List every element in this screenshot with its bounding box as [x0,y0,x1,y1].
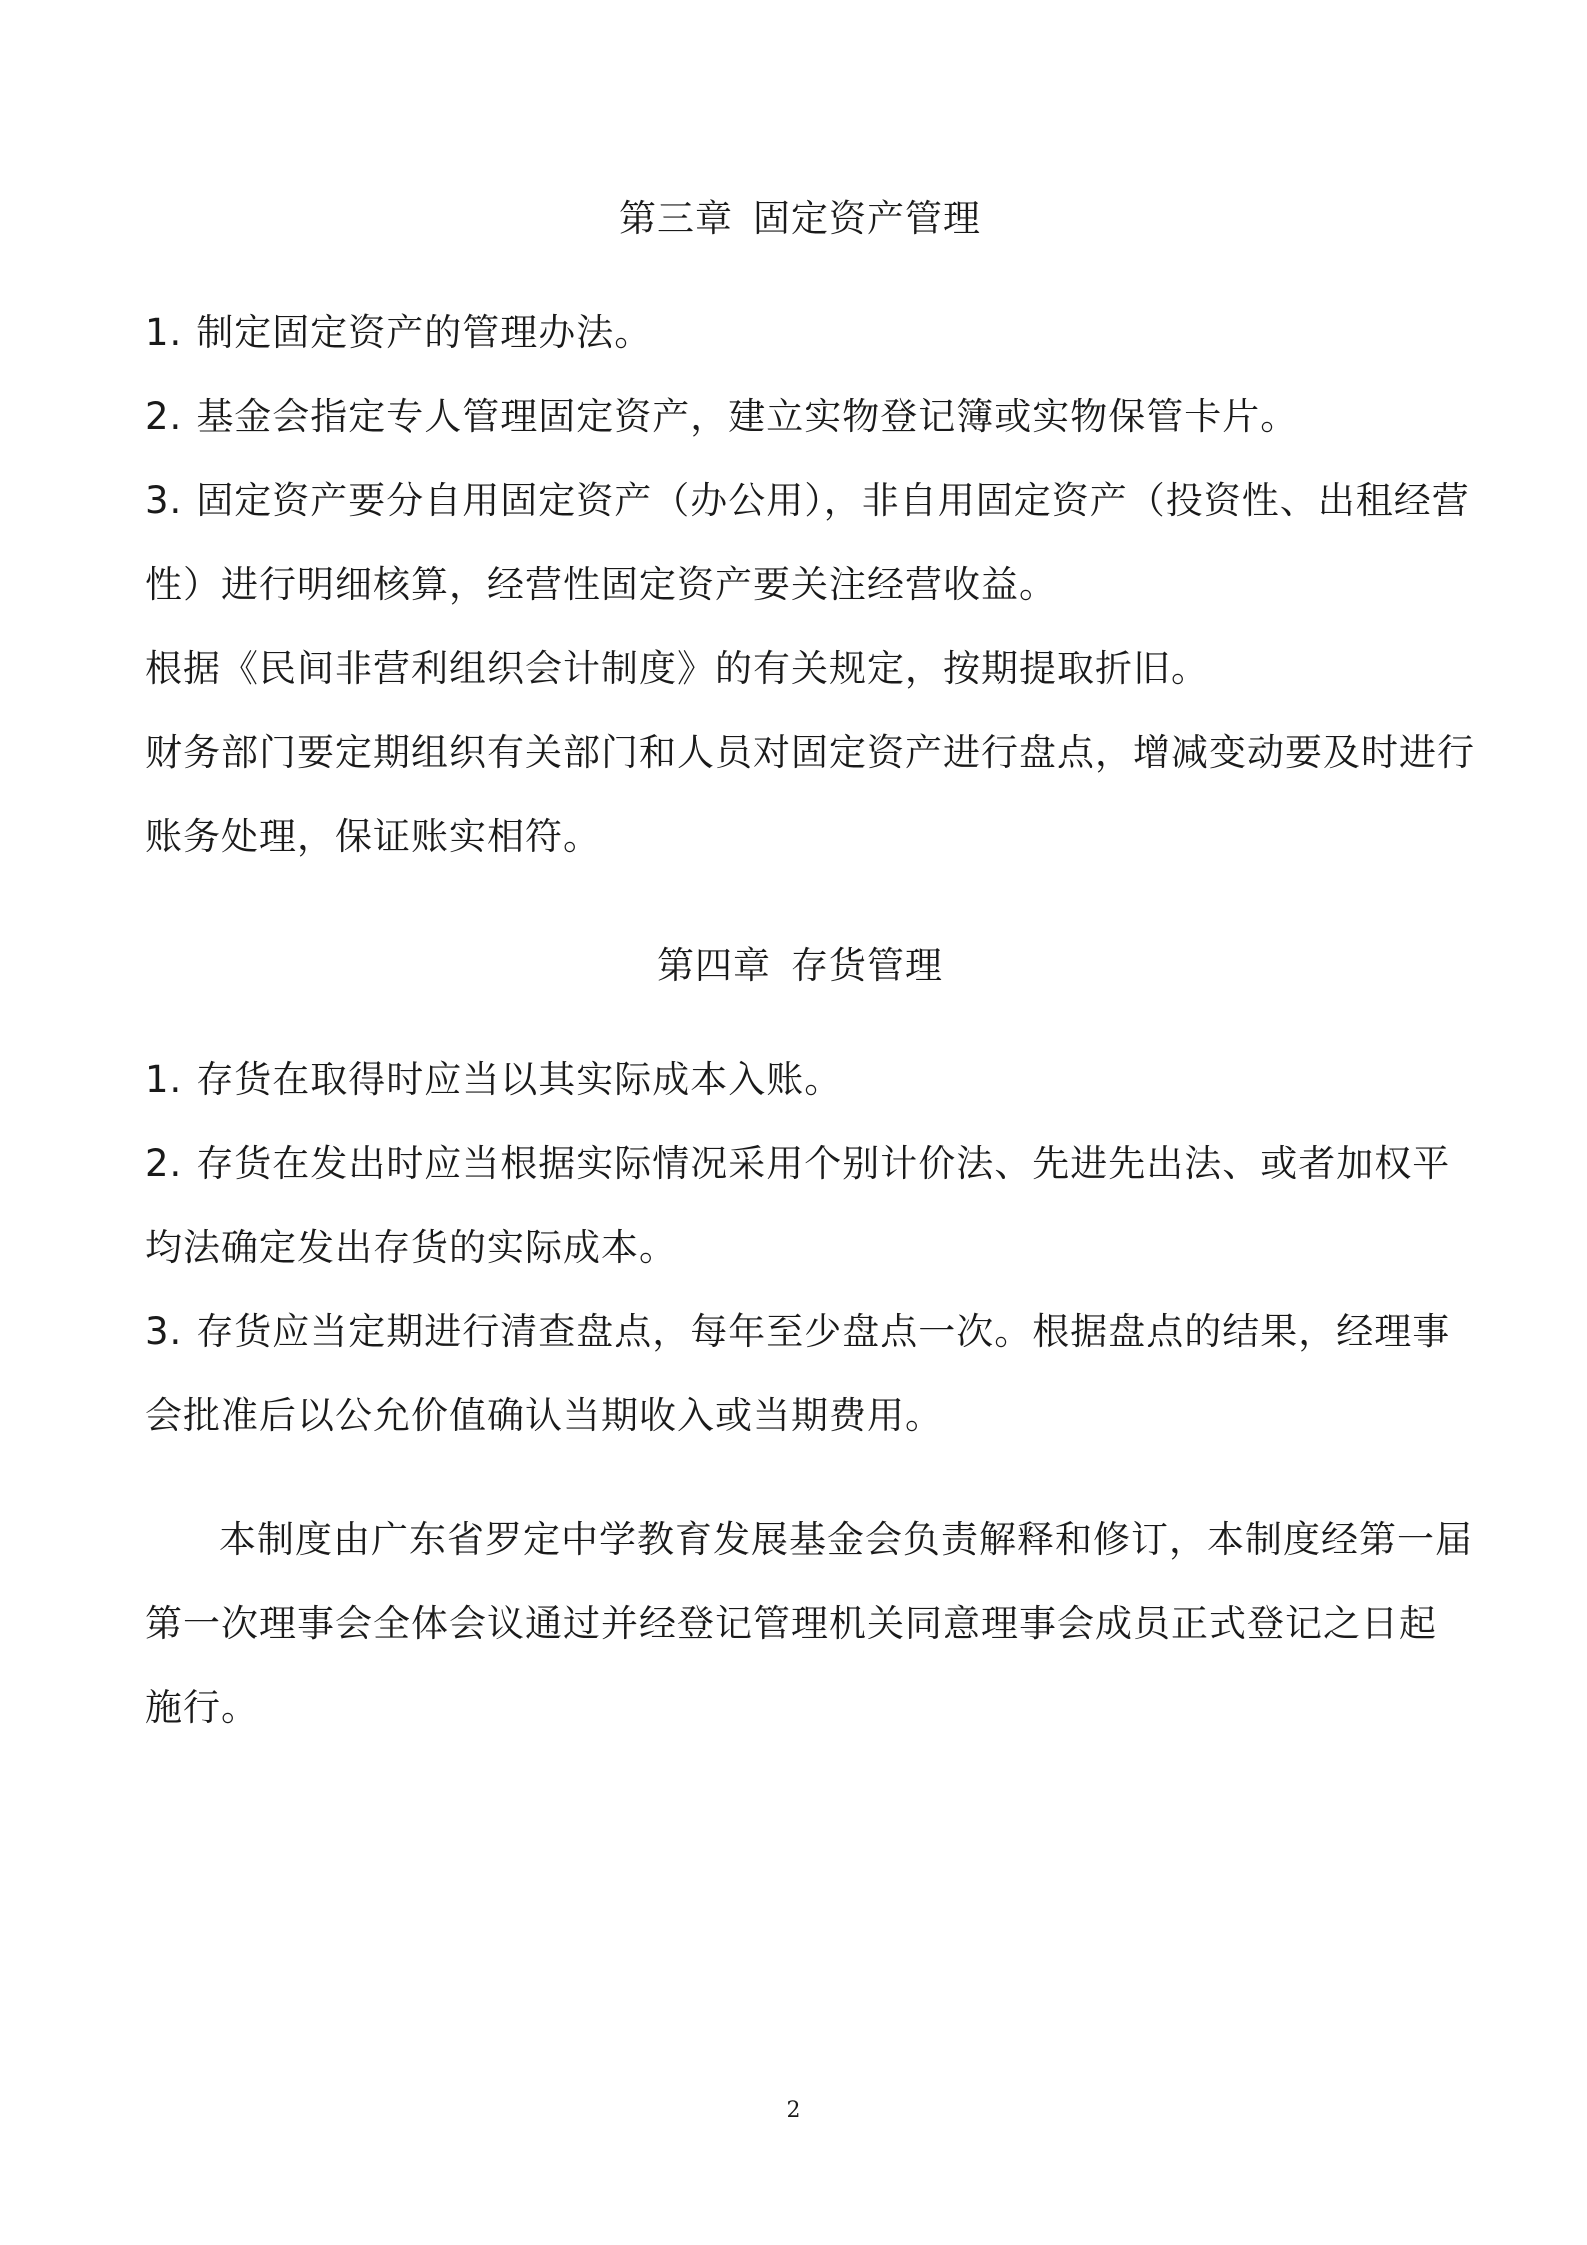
para-text: 财务部门要定期组织有关部门和人员对固定资产进行盘点，增减变动要及时进行 [145,731,1475,774]
document-page [145,197,1475,1750]
para-text: 账务处理，保证账实相符。 [145,815,601,858]
item-number: 1. [145,311,183,354]
ch3-item-3-cont [145,543,1455,627]
item-text: 存货在取得时应当以其实际成本入账。 [196,1058,843,1101]
ch4-item-2 [145,1122,1455,1206]
ch4-item-1 [145,1038,1455,1122]
ch3-inventory-check [145,711,1475,795]
item-number: 2. [145,1142,183,1185]
ch4-item-3-cont [145,1374,1455,1458]
closing-text: 第一次理事会全体会议通过并经登记管理机关同意理事会成员正式登记之日起 [145,1602,1437,1645]
ch4-item-2-cont [145,1206,1455,1290]
item-text: 固定资产要分自用固定资产（办公用），非自用固定资产（投资性、出租经营 [196,479,1470,522]
closing-paragraph-cont [145,1582,1455,1666]
ch3-item-1 [145,291,1455,375]
item-text: 制定固定资产的管理办法。 [196,311,653,354]
item-text: 会批准后以公允价值确认当期收入或当期费用。 [145,1394,943,1437]
item-text: 基金会指定专人管理固定资产，建立实物登记簿或实物保管卡片。 [196,395,1299,438]
ch3-item-3 [145,459,1470,543]
ch3-item-2 [145,375,1455,459]
para-text: 根据《民间非营利组织会计制度》的有关规定，按期提取折旧。 [145,647,1209,690]
ch3-inventory-check-cont [145,795,1455,879]
item-text: 存货在发出时应当根据实际情况采用个别计价法、先进先出法、或者加权平 [196,1142,1451,1185]
chapter-4-number: 第四章 [657,944,771,987]
chapter-4-name: 存货管理 [791,944,943,987]
ch3-depreciation [145,627,1455,711]
item-number: 3. [145,1310,183,1353]
ch4-item-3 [145,1290,1455,1374]
item-number: 2. [145,395,183,438]
closing-paragraph-end [145,1666,1455,1750]
chapter-3-name: 固定资产管理 [753,197,981,240]
item-number: 1. [145,1058,183,1101]
chapter-3-title [145,197,1455,240]
chapter-3-number: 第三章 [619,197,733,240]
item-text: 均法确定发出存货的实际成本。 [145,1226,677,1269]
closing-text: 施行。 [145,1686,259,1729]
closing-text: 本制度由广东省罗定中学教育发展基金会负责解释和修订，本制度经第一届 [219,1518,1473,1561]
page-number: 2 [786,2098,801,2123]
item-text: 存货应当定期进行清查盘点，每年至少盘点一次。根据盘点的结果，经理事 [196,1310,1451,1353]
item-number: 3. [145,479,183,522]
item-text: 性）进行明细核算，经营性固定资产要关注经营收益。 [145,563,1057,606]
chapter-4-title [145,944,1455,987]
closing-paragraph [145,1498,1473,1582]
